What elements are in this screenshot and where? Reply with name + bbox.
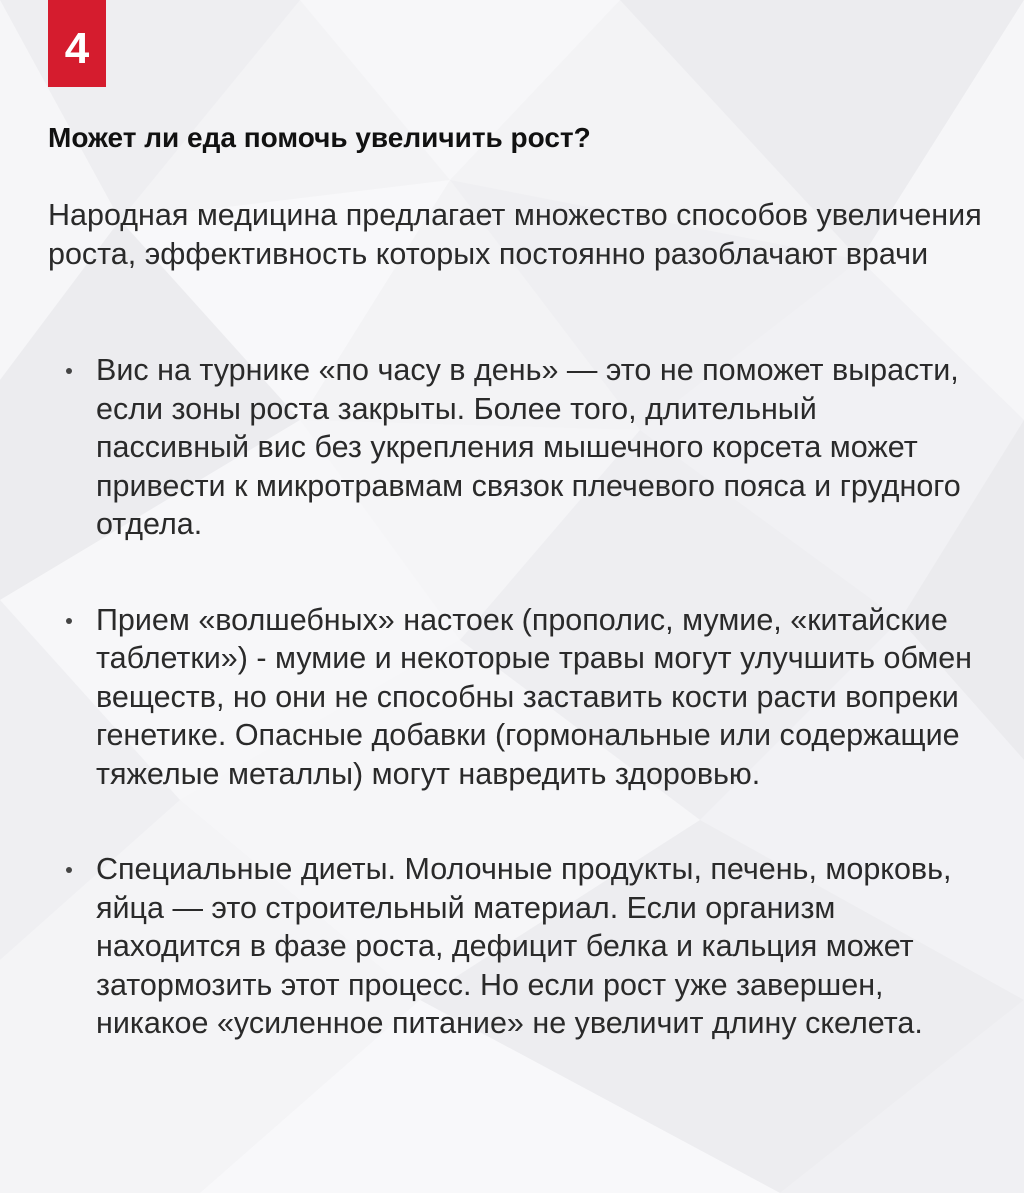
list-item <box>0 850 976 1043</box>
intro-paragraph: Народная медицина предлагает множество способов увеличения роста, эффективность которых постоянно разоблачают врачи <box>48 198 982 271</box>
list-item <box>0 601 976 794</box>
page-title: Может ли еда помочь увеличить рост? <box>48 122 591 153</box>
list-item-text: Вис на турнике «по часу в день» — это не поможет вырасти, если зоны роста закрыты. Более того, длительный пассивный вис без укрепления мышечного корсета может привести к микротравмам связок плечевого пояса и грудного отдела. <box>96 353 961 541</box>
bullet-dot-icon <box>66 867 72 873</box>
list-item-text: Специальные диеты. Молочные продукты, печень, морковь, яйца — это строительный материал. Если организм находится в фазе роста, дефицит белка и кальция может затормозить этот процесс. Но если рост уже завершен, никакое «усиленное питание» не увеличит длину скелета. <box>96 852 952 1040</box>
bullet-list <box>0 351 1024 1100</box>
slide-number-badge <box>48 0 106 87</box>
bullet-dot-icon <box>66 618 72 624</box>
list-item <box>0 351 976 544</box>
list-item-text: Прием «волшебных» настоек (прополис, мумие, «китайские таблетки») - мумие и некоторые травы могут улучшить обмен веществ, но они не способны заставить кости расти вопреки генетике. Опасные добавки (гормональные или содержащие тяжелые металлы) могут навредить здоровью. <box>96 602 973 791</box>
bullet-dot-icon <box>66 368 72 374</box>
slide-number: 4 <box>64 24 90 73</box>
